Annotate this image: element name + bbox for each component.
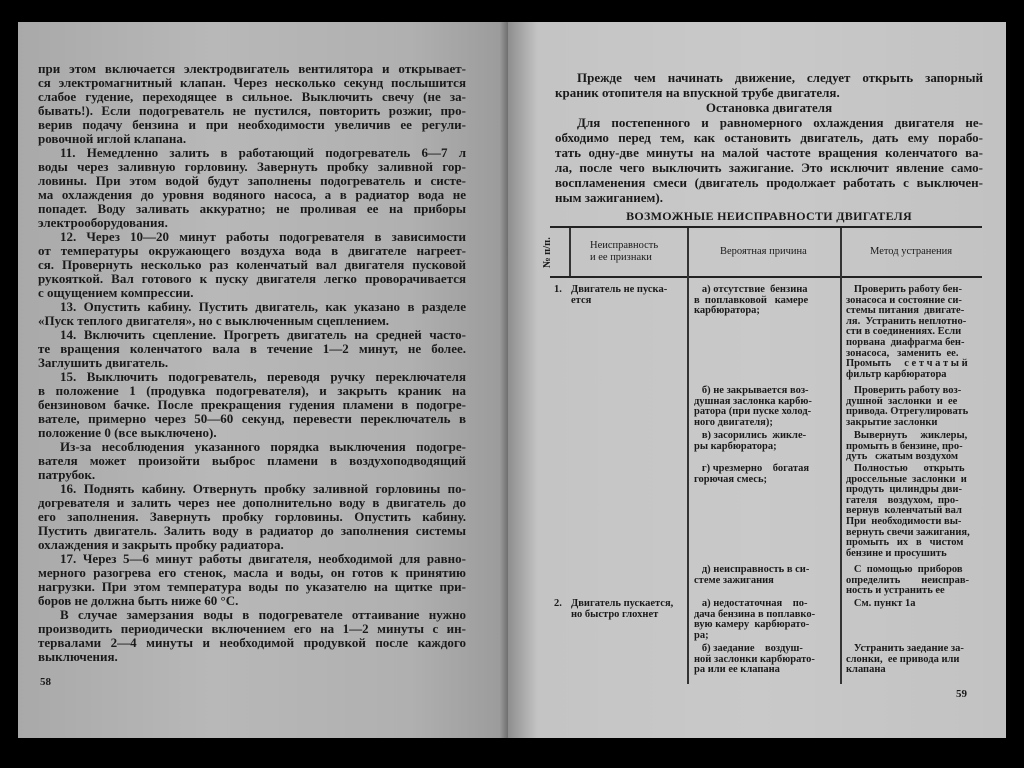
- page-number-right: 59: [956, 688, 967, 700]
- left-page-text: [38, 62, 466, 664]
- text-line: вателя может произойти выброс пламени в воздухоподводящий: [38, 453, 466, 468]
- text-line: обходимо перед тем, как остановить двигатель, дать ему порабо-: [555, 130, 983, 145]
- table-header-number: № п/п.: [542, 237, 553, 268]
- table-top-rule: [550, 226, 982, 228]
- text-line: 15. Выключить подогреватель, переводя ручку переключателя: [60, 369, 466, 384]
- method-cell: Полностью открыть дроссельные заслонки и продуть цилиндры дви- гателя воздухом, про- вернув коленчатый вал При необходимости вы- вернуть свечи зажигания, промыть их в чистом бензине и просушить: [846, 463, 970, 559]
- text-line: 13. Опустить кабину. Пустить двигатель, как указано в разделе: [60, 299, 466, 314]
- row-number: 1.: [554, 284, 562, 295]
- text-line: 11. Немедленно залить в работающий подогреватель 6—7 л: [60, 145, 466, 160]
- table-header-rule: [550, 276, 982, 278]
- text-line: тервалами 2—4 минуты и необходимой продувкой после каждого: [38, 635, 466, 650]
- section-heading: Остановка двигателя: [705, 100, 833, 115]
- method-cell: Проверить работу воз- душной заслонки и ее привода. Отрегулировать закрытие заслонки: [846, 385, 969, 428]
- left-page: [18, 22, 508, 738]
- text-line: выключения.: [38, 649, 118, 664]
- text-line: слабое гудение, переходящее в сильное. Выключить свечу (не за-: [38, 89, 466, 104]
- right-page-text: [555, 70, 983, 205]
- method-cell: С помощью приборов определить неисправ- ность и устранить ее: [846, 564, 970, 597]
- text-line: патрубок.: [38, 467, 96, 482]
- cause-cell: а) отсутствие бензина в поплавковой камере карбюратора;: [694, 284, 809, 317]
- text-line: вателе, примерно через 50—60 секунд, перевести переключатель в: [38, 411, 466, 426]
- row-number: 2.: [554, 598, 562, 609]
- text-line: его заполнения. Завернуть пробку горловины. Опустить кабину.: [38, 509, 466, 524]
- text-line: мерного разогрева его стенок, масла и воды, он готов к принятию: [38, 565, 466, 580]
- cause-cell: а) недостаточная по- дача бензина в поплавко- вую камеру карбюрато- ра;: [694, 598, 816, 641]
- text-line: воды через заливную горловину. Завернуть пробку заливной гор-: [38, 159, 466, 174]
- text-line: тать одну-две минуты на малой частоте вращения коленчатого ва-: [555, 145, 983, 160]
- text-line: В случае замерзания воды в подогревателе оттаивание нужно: [60, 607, 466, 622]
- text-line: при этом включается электродвигатель вентилятора и открывает-: [38, 61, 466, 76]
- table-header-method: Метод устранения: [870, 246, 953, 257]
- text-line: попадет. Воду заливать аккуратно; не проливая ее на приборы: [38, 201, 466, 216]
- method-cell: Проверить работу бен- зонасоса и состояние си- стемы питания двигате- ля. Устранить неплотно- сти в соединениях. Если порвана диафрагма бен- зонасоса, заменить ее. Промыть с е т ч а т ы й фильтр карбюратора: [846, 284, 968, 380]
- text-line: «Пуск теплого двигателя», но с выключенным сцеплением.: [38, 313, 390, 328]
- text-line: ся электромагнитный клапан. Через несколько секунд послышится: [38, 75, 466, 90]
- text-line: ся. Провернуть несколько раз коленчатый вал двигателя пусковой: [38, 257, 466, 272]
- text-line: Из-за несоблюдения указанного порядка выключения подогре-: [60, 439, 466, 454]
- text-line: догревателя и залить через нее дополнительно воду в двигатель до: [38, 495, 466, 510]
- text-line: Для постепенного и равномерного охлаждения двигателя не-: [577, 115, 983, 130]
- text-line: нагрузки. При этом температура воды по указателю на щитке при-: [38, 579, 466, 594]
- text-line: с ощущением компрессии.: [38, 285, 194, 300]
- text-line: боров не должна быть ниже 60 °С.: [38, 593, 239, 608]
- text-line: 16. Поднять кабину. Отвернуть пробку заливной горловины по-: [60, 481, 466, 496]
- table-col-divider: [840, 228, 842, 684]
- text-line: 12. Через 10—20 минут работы подогревателя в зависимости: [60, 229, 466, 244]
- text-line: ровочной иглой клапана.: [38, 131, 187, 146]
- text-line: ла, после чего выключить зажигание. Это исключит явление само-: [555, 160, 983, 175]
- text-line: Заглушить двигатель.: [38, 355, 169, 370]
- text-line: ма охлаждения до уровня водяного насоса, а в радиатор вода не: [38, 187, 466, 202]
- text-line: воспламенения смеси (двигатель продолжает работать с выключен-: [555, 175, 983, 190]
- text-line: охлаждения и закрыть пробку радиатора.: [38, 537, 284, 552]
- text-line: электрооборудования.: [38, 215, 168, 230]
- right-page: [508, 22, 1006, 738]
- text-line: верив подачу бензина и при необходимости увеличив ее регули-: [38, 117, 466, 132]
- text-line: те вращения коленчатого вала в течение 1—2 минут, не более.: [38, 341, 466, 356]
- text-line: 17. Через 5—6 минут работы двигателя, необходимой для равно-: [60, 551, 466, 566]
- table-title: ВОЗМОЖНЫЕ НЕИСПРАВНОСТИ ДВИГАТЕЛЯ: [626, 209, 912, 223]
- cause-cell: в) засорились жикле- ры карбюратора;: [694, 430, 807, 452]
- method-cell: Вывернуть жиклеры, промыть в бензине, про- дуть сжатым воздухом: [846, 430, 968, 463]
- cause-cell: б) заедание воздуш- ной заслонки карбюрато- ра или ее клапана: [694, 643, 815, 676]
- table-col-divider: [569, 228, 571, 276]
- text-line: производить периодически включением его на 1—2 минуты с ин-: [38, 621, 466, 636]
- text-line: бывать!). Если подогреватель не пустился, повторить розжиг, про-: [38, 103, 466, 118]
- fault-cell: Двигатель пускается, но быстро глохнет: [571, 598, 674, 620]
- text-line: 14. Включить сцепление. Прогреть двигатель на средней часто-: [60, 327, 466, 342]
- text-line: в положение 1 (продувка подогревателя), и закрыть краник на: [38, 383, 466, 398]
- table-col-divider: [687, 228, 689, 684]
- cause-cell: б) не закрывается воз- душная заслонка карбю- ратора (при пуске холод- ного двигателя);: [694, 385, 812, 428]
- text-line: рукояткой. Вал готового к пуску двигателя легко проворачивается: [38, 271, 466, 286]
- text-line: от температуры окружающего воздуха вода в двигателе нагреет-: [38, 243, 466, 258]
- method-cell: См. пункт 1а: [846, 598, 916, 609]
- fault-cell: Двигатель не пуска- ется: [571, 284, 668, 306]
- text-line: ным зажиганием).: [555, 190, 663, 205]
- text-line: краник отопителя на впускной трубе двигателя.: [555, 85, 840, 100]
- cause-cell: д) неисправность в си- стеме зажигания: [694, 564, 810, 586]
- text-line: бензиновом бачке. После прекращения гудения пламени в подогре-: [38, 397, 466, 412]
- table-header-cause: Вероятная причина: [720, 246, 807, 257]
- cause-cell: г) чрезмерно богатая горючая смесь;: [694, 463, 810, 485]
- text-line: Прежде чем начинать движение, следует открыть запорный: [577, 70, 983, 85]
- page-number-left: 58: [40, 676, 51, 688]
- text-line: положение 0 (все выключено).: [38, 425, 217, 440]
- method-cell: Устранить заедание за- слонки, ее привода или клапана: [846, 643, 964, 676]
- text-line: Пустить двигатель. Залить воду в радиатор до заполнения системы: [38, 523, 466, 538]
- table-header-fault: Неисправность и ее признаки: [590, 240, 659, 263]
- text-line: ловины. При этом водой будут заполнены подогреватель и систе-: [38, 173, 466, 188]
